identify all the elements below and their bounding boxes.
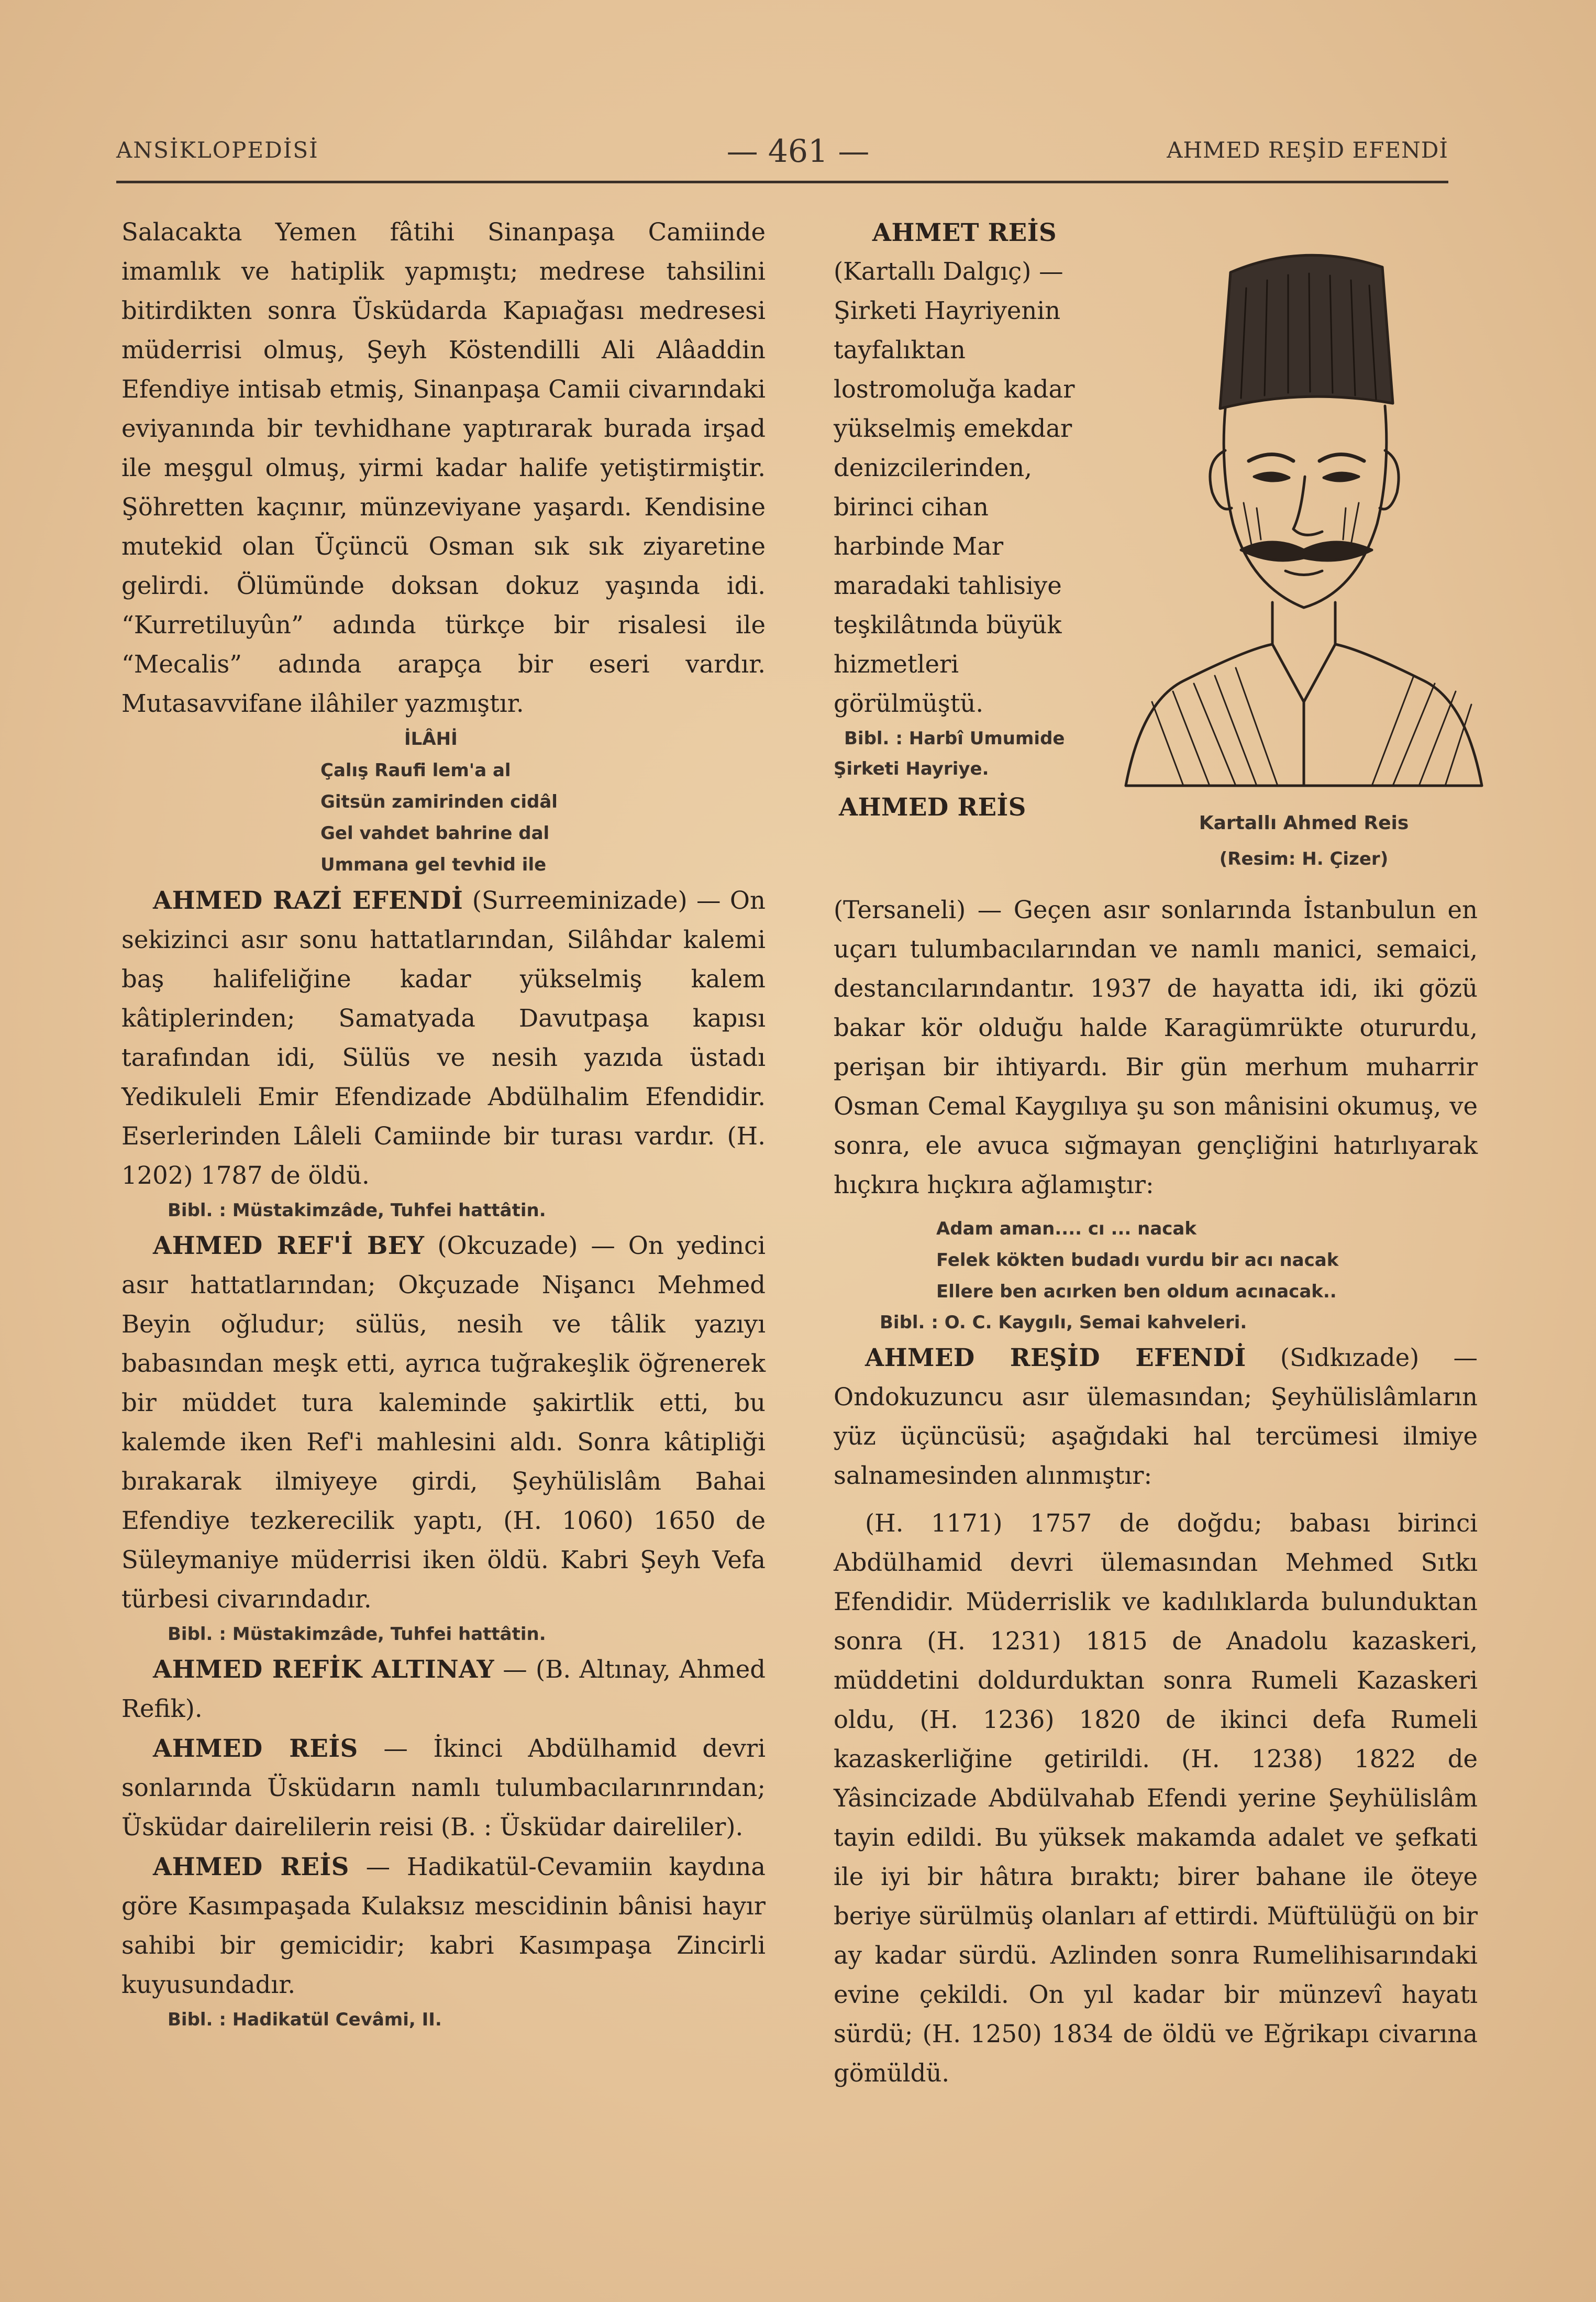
portrait-illustration bbox=[1121, 230, 1487, 796]
entry-paragraph: (H. 1171) 1757 de doğdu; babası birinci Abdülhamid devri ülemasından Mehmed Sıtkı Efendidir. Müderrislik ve kadılıklarda bulunduktan sonra (H. 1231) 1815 de Anadolu kazaskeri, müddetini doldurduktan sonra Rumeli Kazaskeri oldu, (H. 1236) 1820 de ikinci defa Rumeli kazaskerliğine getirildi. (H. 1238) 1822 de Yâsincizade Abdülvahab Efendi yerine Şeyhülislâm tayin edildi. Bu yüksek makamda adalet ve şefkati ile iyi bir hâtıra bıraktı; birer bahane ile öteye beriye sürülmüş olanları af ettirdi. Müftülüğü on bir ay kadar sürdü. Azlinden sonra Rumelihisarındaki evine çekildi. On yıl kadar bir münzevî hayatı sürdü; (H. 1250) 1834 de öldü ve Eğrikapı civarına gömüldü. bbox=[834, 1509, 1478, 2087]
ilahi-title: İLÂHİ bbox=[404, 729, 458, 750]
entry-continuation-paragraph: Salacakta Yemen fâtihi Sinanpaşa Camiinde imamlık ve hatiplik yapmıştı; medrese tahsilini bitirdikten sonra Üsküdarda Kapıağası medresesi müderrisi olmuş, Şeyh Köstendilli Ali Alâaddin Efendiye intisab etmiş, Sinanpaşa Camii civarındaki eviyanında bir tevhidhane yaptırarak burada irşad ile meşgul olmuş, yirmi kadar halife yetiştirmiştir. Şöhretten kaçınır, münzeviyane yaşardı. Kendisine mutekid olan Üçüncü Osman sık sık ziyaretine gelirdi. Ölümünde doksan dokuz yaşında idi. “Kurretiluyûn” adında türkçe bir risalesi ile “Mecalis” adında arapça bir eseri vardır. Mutasavvifane ilâhiler yazmıştır. bbox=[121, 218, 766, 718]
entry-heading: AHMED REİS bbox=[153, 1734, 358, 1763]
entry-heading: AHMED REŞİD EFENDİ bbox=[865, 1343, 1246, 1372]
ilahi-line: Çalış Raufi lem'a al bbox=[320, 760, 511, 781]
bibliography: Bibl. : Hadikatül Cevâmi, II. bbox=[168, 2009, 442, 2030]
entry-heading: AHMET REİS bbox=[872, 218, 1057, 247]
entry-ahmed-razi-efendi bbox=[121, 880, 766, 1195]
mani-line: Adam aman.... cı ... nacak bbox=[936, 1218, 1196, 1239]
entry-ahmed-reis-tersaneli-start bbox=[834, 787, 1095, 827]
page-number: — 461 — bbox=[726, 133, 870, 170]
mani-line: Felek kökten budadı vurdu bir acı nacak bbox=[936, 1250, 1339, 1271]
entry-ahmet-reis-kartalli bbox=[834, 213, 1095, 723]
entry-text: — (B. Altınay, Ahmed Refik). bbox=[121, 1655, 766, 1723]
entry-text: (Surreeminizade) — On sekizinci asır sonu hattatlarından, Silâhdar kalemi baş halifeliğine kadar yükselmiş kalem kâtiplerinden; Samatyada Davutpaşa kapısı tarafından idi, Sülüs ve nesih yazıda üstadı Yedikuleli Emir Efendizade Abdülhalim Efendidir. Eserlerinden Lâleli Camiinde bir turası vardır. (H. 1202) 1787 de öldü. bbox=[121, 886, 766, 1189]
entry-heading: AHMED RAZİ EFENDİ bbox=[153, 886, 463, 915]
entry-ahmed-reis-tersaneli: (Tersaneli) — Geçen asır sonlarında İstanbulun en uçarı tulumbacılarından ve namlı manici, semaici, destancılarındantır. 1937 de hayatta idi, iki gözü bakar kör olduğu halde Karagümrükte otururdu, perişan bir ihtiyardı. Bir gün merhum muharrir Osman Cemal Kaygılıya şu son mânisini okumuş, ve sonra, ele avuca sığmayan gençliğini hatırlıyarak hıçkıra hıçkıra ağlamıştır: bbox=[834, 896, 1478, 1199]
entry-text: (Okcuzade) — On yedinci asır hattatlarından; Okçuzade Nişancı Mehmed Beyin oğludur; sülüs, nesih ve tâlik yazıyı babasından meşk etti, ayrıca tuğrakeşlik öğrenerek bir müddet tura kaleminde şakirtlik etti, bu kalemde iken Ref'i mahlesini aldı. Sonra kâtipliği bırakarak ilmiyeye girdi, Şeyhülislâm Bahai Efendiye tezkerecilik yaptı, (H. 1060) 1650 de Süleymaniye müderrisi iken öldü. Kabri Şeyh Vefa türbesi civarındadır. bbox=[121, 1231, 766, 1613]
entry-text: (Kartallı Dalgıç) — Şirketi Hayriyenin tayfalıktan lostromoluğa kadar yükselmiş emekdar denizcilerinden, birinci cihan harbinde Mar maradaki tahlisiye teşkilâtında büyük hizmetleri görülmüştü. bbox=[834, 257, 1075, 718]
bibliography: Bibl. : O. C. Kaygılı, Semai kahveleri. bbox=[880, 1312, 1247, 1333]
entry-text: — İkinci Abdülhamid devri sonlarında Üsküdarın namlı tulumbacılarınrından; Üsküdar dairelilerin reisi (B. : Üsküdar daireliler). bbox=[121, 1734, 766, 1841]
entry-ahmed-reis-uskudar bbox=[121, 1728, 766, 1847]
entry-ahmed-reis-kasimpasa bbox=[121, 1847, 766, 2004]
running-header-right: AHMED REŞİD EFENDİ bbox=[1167, 137, 1448, 163]
right-column bbox=[834, 890, 1478, 2093]
ilahi-line: Ummana gel tevhid ile bbox=[320, 854, 547, 875]
entry-text: (Sıdkızade) — Ondokuzuncu asır ülemasından; Şeyhülislâmların yüz üçüncüsü; aşağıdaki hal tercümesi ilmiye salnamesinden alınmıştır: bbox=[834, 1343, 1478, 1490]
entry-heading: AHMED REİS bbox=[839, 792, 1026, 821]
bibliography: Bibl. : Müstakimzâde, Tuhfei hattâtin. bbox=[168, 1624, 546, 1645]
ilahi-line: Gel vahdet bahrine dal bbox=[320, 823, 550, 844]
entry-heading: AHMED REİS bbox=[153, 1852, 349, 1881]
entry-ahmed-resid-efendi bbox=[834, 1338, 1478, 1495]
header-rule bbox=[116, 181, 1448, 183]
mani-line: Ellere ben acırken ben oldum acınacak.. bbox=[936, 1281, 1337, 1302]
entry-ahmed-refi-bey bbox=[121, 1226, 766, 1619]
right-column-top bbox=[834, 213, 1095, 827]
bibliography: Bibl. : Harbî Umumide Şirketi Hayriye. bbox=[834, 728, 1065, 779]
entry-text: — Hadikatül-Cevamiin kaydına göre Kasımpaşada Kulaksız mescidinin bânisi hayır sahibi bir gemicidir; kabri Kasımpaşa Zincirli kuyusundadır. bbox=[121, 1853, 766, 1999]
portrait-caption: Kartallı Ahmed Reis bbox=[1199, 812, 1409, 834]
running-header-left: ANSİKLOPEDİSİ bbox=[116, 137, 319, 163]
left-column bbox=[121, 213, 766, 2035]
entry-heading: AHMED REFİK ALTINAY bbox=[153, 1655, 495, 1683]
entry-heading: AHMED REF'İ BEY bbox=[153, 1231, 425, 1260]
portrait-credit: (Resim: H. Çizer) bbox=[1219, 849, 1389, 869]
bibliography: Bibl. : Müstakimzâde, Tuhfei hattâtin. bbox=[168, 1200, 546, 1221]
entry-ahmed-refik-altinay bbox=[121, 1649, 766, 1728]
ilahi-line: Gitsün zamirinden cidâl bbox=[320, 791, 558, 812]
